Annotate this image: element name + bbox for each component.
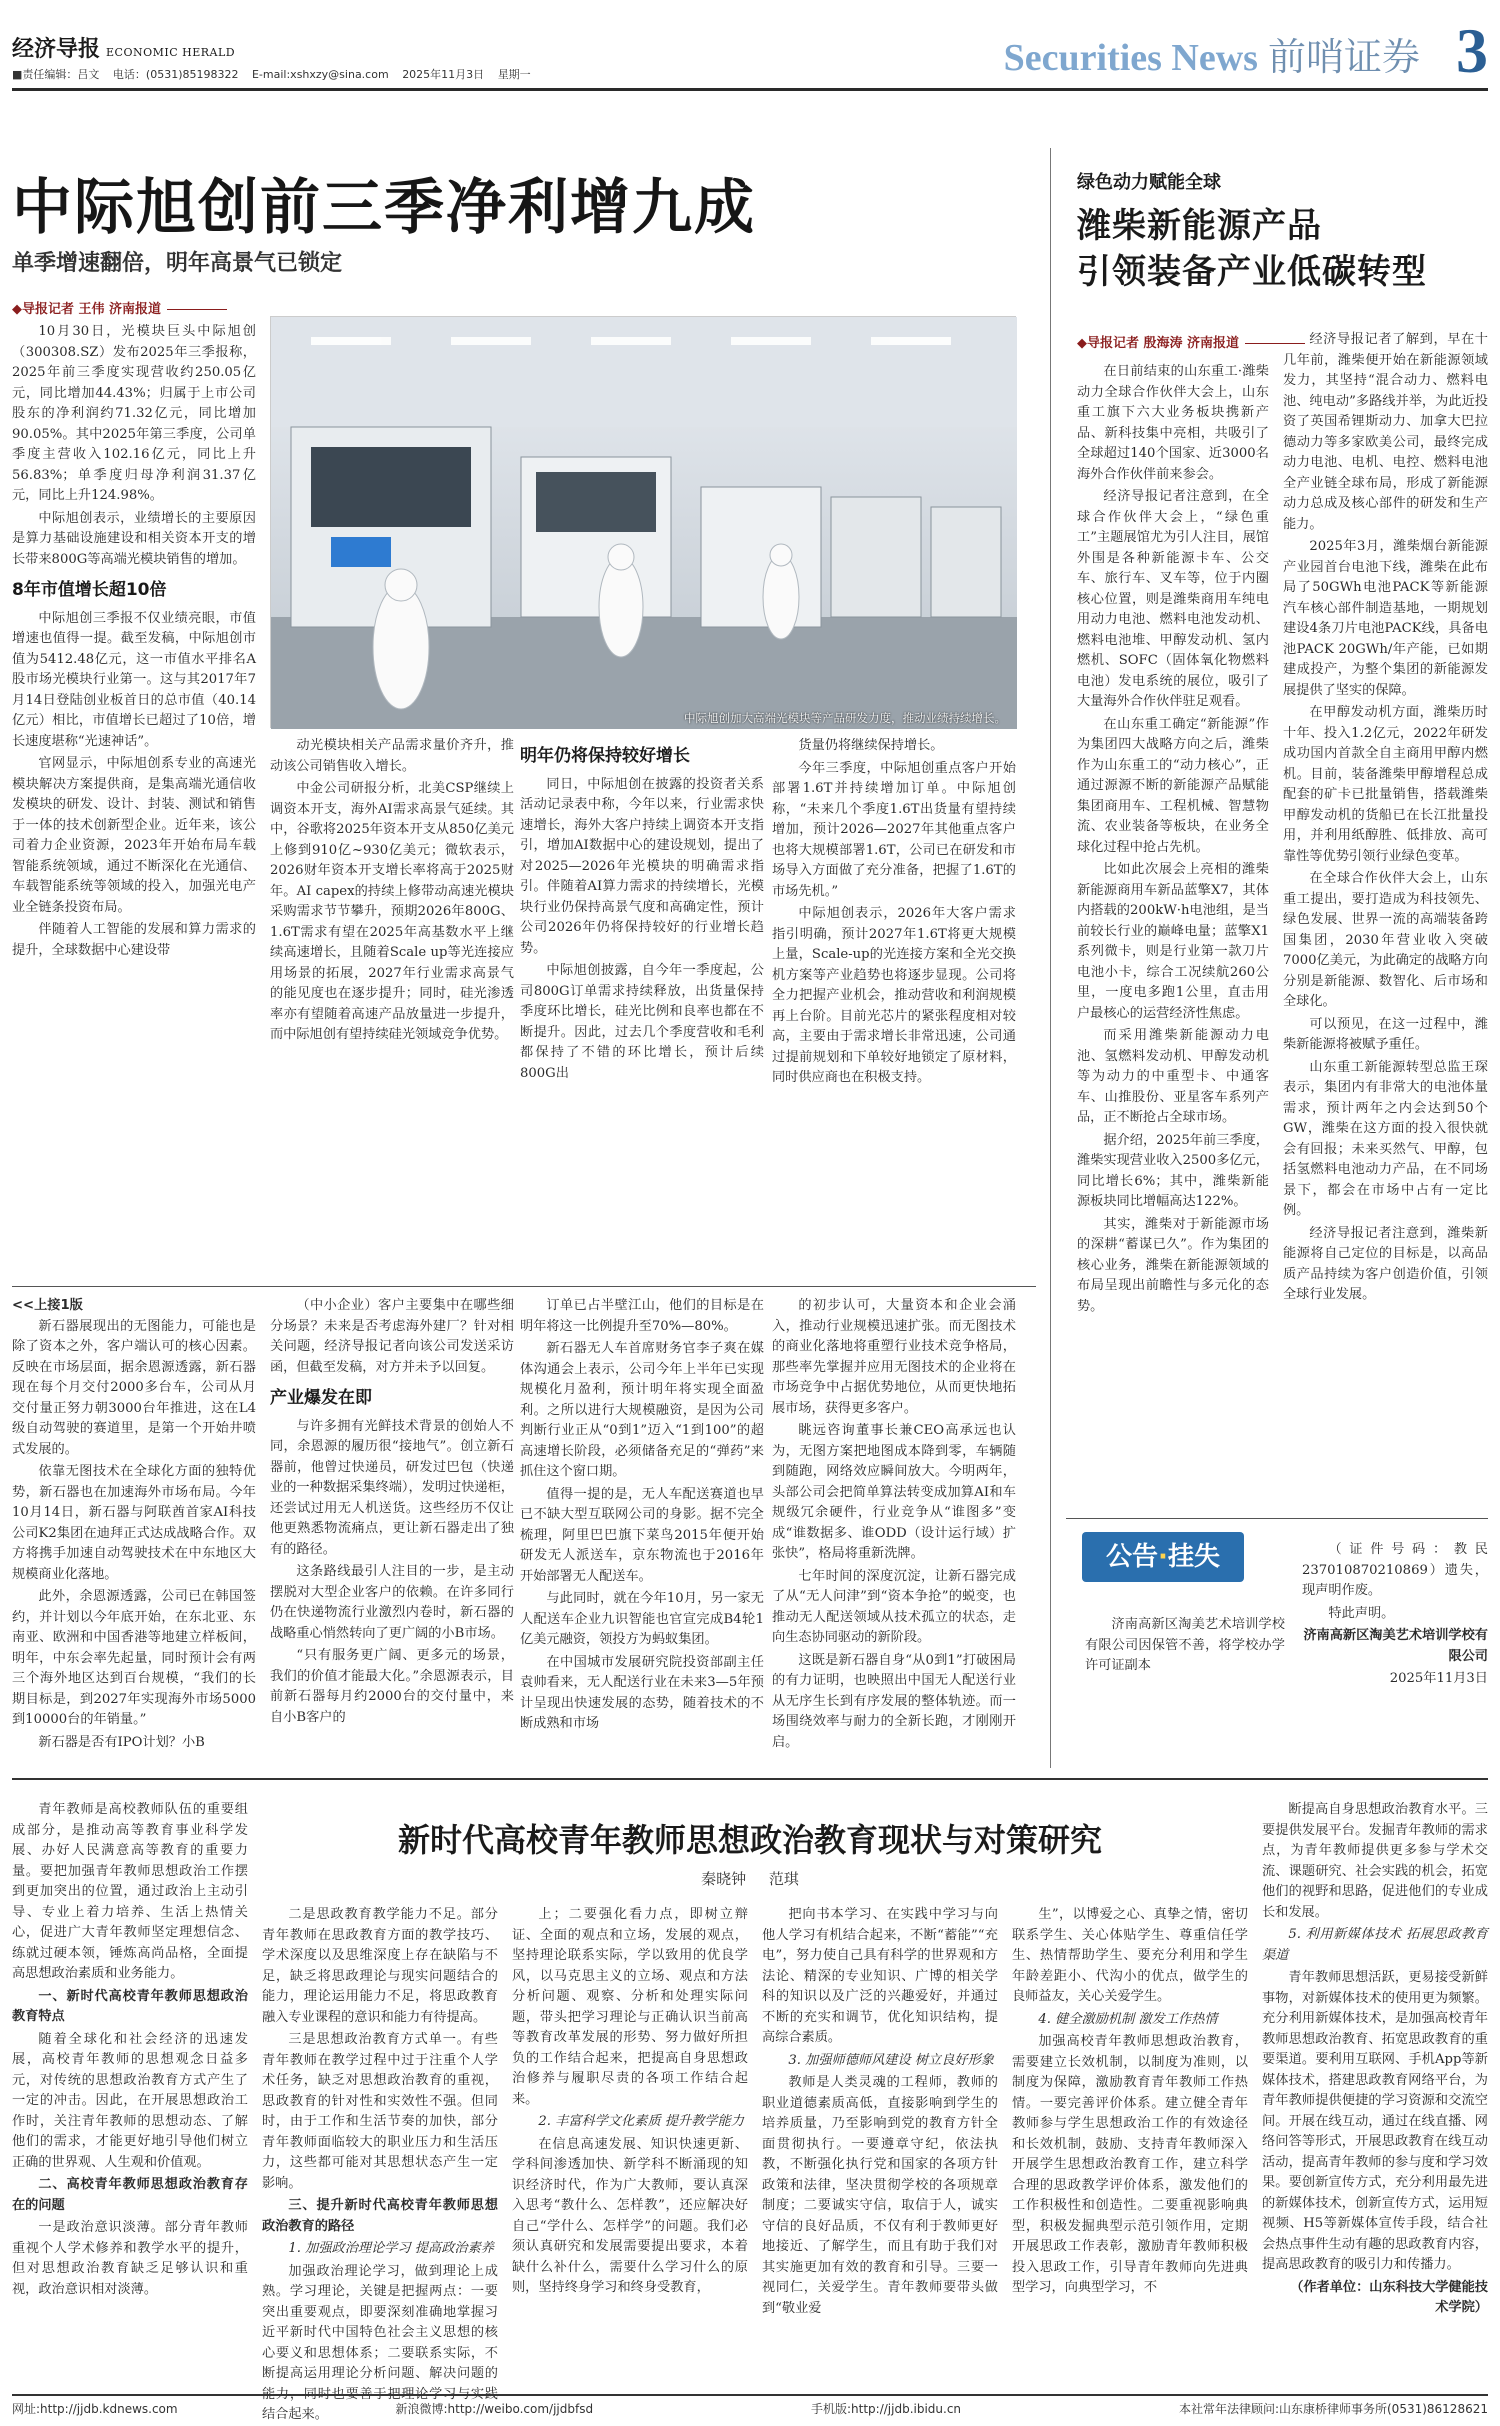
subsection-heading: 1. 加强政治理论学习 提高政治素养 <box>288 2241 494 2256</box>
right-column-2 <box>1283 330 1488 1512</box>
right-headline-1: 潍柴新能源产品 <box>1077 206 1322 246</box>
footer-legal: 本社常年法律顾问:山东康桥律师事务所(0531)86128621 <box>1178 2402 1488 2416</box>
paragraph: “只有服务更广阔、更多元的场景，我们的价值才能最大化。”余恩源表示，目前新石器每月约2000台的交付量中，来自小B客户的 <box>270 1648 514 1725</box>
lead-column-4 <box>772 736 1016 1276</box>
jump-label[interactable]: <<上接1版 <box>12 1298 83 1313</box>
paragraph: 官网显示，中际旭创系专业的高速光模块解决方案提供商，是集高端光通信收发模块的研发、设计、封装、测试和销售于一体的技术创新型企业。近年来，该公司着力企业资源，2023年开始布局车载智能系统领域，通过不断深化在光通信、车载智能系统等领域的投入，加强光电产业全链条投资布局。 <box>12 756 256 915</box>
footer-mobile[interactable]: 手机版:http://jjdb.ibidu.cn <box>810 2402 962 2416</box>
masthead-rule <box>12 88 1488 91</box>
paragraph: 今年三季度，中际旭创重点客户开始部署1.6T并持续增加订单。中际旭创称，“未来几个季度1.6T出货量有望持续增加，预计2026—2027年其他重点客户也将大规模部署1.6T，公司已在研发和市场导入方面做了充分准备，把握了1.6T的市场先机。” <box>772 760 1016 899</box>
notice-rule <box>1066 1518 1488 1519</box>
notice-label: 公告·挂失 <box>1082 1532 1244 1582</box>
section-rule <box>12 1286 1036 1287</box>
section-name: Securities News 前哨证券 <box>1003 35 1420 79</box>
lead-byline: ◆导报记者 王伟 济南报道 <box>12 298 227 317</box>
continued-column-4 <box>772 1296 1016 1766</box>
paragraph: 此外，余恩源透露，公司已在韩国签约，并计划以今年底开始，在东北亚、东南亚、欧洲和中国香港等地建立样板间，明年，中东会率先起量，同时预计会有两三个海外地区达到百台规模，“我们的长期目标是，到2027年实现海外市场5000到10000台的年销量。” <box>12 1589 256 1727</box>
article2-column-3 <box>512 1905 748 2385</box>
paragraph: 青年教师是高校教师队伍的重要组成部分，是推动高等教育事业科学发展、办好人民满意高等教育的重要力量。要把加强青年教师思想政治工作摆到更加突出的位置，通过政治上主动引导、专业上着力培养、生活上热情关心，促进广大青年教师坚定理想信念、练就过硬本领，锤炼高尚品格，全面提高思想政治素质和业务能力。 <box>12 1802 248 1981</box>
paragraph: 在甲醇发动机方面，潍柴历时十年、投入1.2亿元，2022年研发成功国内首款全自主商用甲醇内燃机。目前，装备潍柴甲醇增程总成配套的矿卡已批量销售，搭载潍柴甲醇发动机的货船已在长江批量投用，并利用纸醇胜、低排放、高可靠性等优势引领行业绿色变革。 <box>1283 705 1488 864</box>
section-heading: 二、高校青年教师思想政治教育存在的问题 <box>12 2177 248 2213</box>
paragraph: 依靠无图技术在全球化方面的独特优势，新石器也在加速海外市场布局。今年10月14日，新石器与阿联酋首家AI科技公司K2集团在迪拜正式达成战略合作。双方将携手加速自动驾驶技术在中东地区大规模商业化落地。 <box>12 1464 256 1582</box>
right-kicker: 绿色动力赋能全球 <box>1077 172 1221 193</box>
paragraph: 断提高自身思想政治教育水平。三要提供发展平台。发掘青年教师的需求点，为青年教师提供更多参与学术交流、课题研究、社会实践的机会，拓宽他们的视野和思路，促进他们的专业成长和发展。 <box>1262 1802 1488 1920</box>
paragraph: 经济导报记者注意到，潍柴新能源将自己定位的目标是，以高品质产品持续为客户创造价值，引领全球行业发展。 <box>1283 1225 1488 1302</box>
subsection-heading: 5. 利用新媒体技术 拓展思政教育渠道 <box>1262 1927 1488 1963</box>
notice-text-left: 济南高新区淘美艺术培训学校有限公司因保管不善，将学校办学许可证副本 <box>1085 1617 1285 1673</box>
paragraph: 新石器展现出的无图能力，可能也是除了资本之外，客户端认可的核心因素。反映在市场层面，据余恩源透露，新石器现在每个月交付2000多台车，公司从月交付量正努力朝3000台年推进，这在L4级自动驾驶的赛道里，是第一个开始井喷式发展的。 <box>12 1318 256 1457</box>
masthead-info: ■责任编辑：吕文 电话：(0531)85198322 E-mail:xshxzy@sina.com 2025年11月3日 星期一 <box>12 68 531 81</box>
notice-text-right: （证件号码：教民237010870210869）遗失，现声明作废。 特此声明。 济南高新区淘美艺术培训学校有限公司 2025年11月3日 <box>1302 1542 1488 1686</box>
paragraph: 中金公司研报分析，北美CSP继续上调资本开支，海外AI需求高景气延续。其中，谷歌将2025年资本开支从850亿美元上修到910亿~930亿美元；微软表示，2026财年资本开支增长率将高于2025财年。AI capex的持续上修带动高速光模块采购需求节节攀升，预期2026年800G、1.6T需求有望在2025年高基数水平上继续高速增长，且随着Scale up等光连接应用场景的拓展，2027年行业需求高景气的能见度也在逐步提升；同时，硅光渗透率亦有望随着高速产品放量进一步提升，而中际旭创有望持续硅光领域竞争优势。 <box>270 781 514 1042</box>
footer-weibo[interactable]: 新浪微博:http://weibo.com/jjdbfsd <box>395 2402 594 2416</box>
subsection-heading: 2. 丰富科学文化素质 提升教学能力 <box>538 2114 744 2129</box>
paragraph: （作者单位：山东科技大学健能技术学院） <box>1290 2279 1488 2315</box>
paragraph: 眺远咨询董事长兼CEO高承远也认为，无图方案把地图成本降到零，车辆随到随跑，网络效应瞬间放大。今明两年，头部公司会把简单算法转变成加算AI和车规级冗余硬件，行业竞争从“谁图多”变成“谁数据多、谁ODD（设计运行域）扩张快”，格局将重新洗牌。 <box>772 1423 1016 1561</box>
paragraph: 在中国城市发展研究院投资部副主任袁帅看来，无人配送行业在未来3—5年预计呈现出快速发展的态势，随着技术的不断成熟和市场 <box>520 1654 764 1731</box>
paragraph: 在信息高速发展、知识快速更新、学科间渗透加快、新学科不断涌现的知识经济时代，作为广大教师，要认真深入思考“教什么、怎样教”，还应解决好自己“学什么、怎样学”的问题。我们必须认真研究和发展需要提出要求，本着缺什么补什么，需要什么学习什么的原则，坚持终身学习和终身受教育， <box>512 2136 748 2295</box>
lower-section-rule <box>12 1778 1488 1780</box>
paragraph: 加强政治理论学习，做到理论上成熟。学习理论，关键是把握两点：一要突出重要观点，即要深刻准确地掌握习近平新时代中国特色社会主义思想的核心要义和思想体系；二要联系实际，不断提高运用理论分析问题、解决问题的能力，同时也要善于把理论学习与实践结合起来。 <box>262 2263 498 2422</box>
page-footer <box>12 2394 1488 2416</box>
paragraph: （中小企业）客户主要集中在哪些细分场景？未来是否考虑海外建厂？针对相关问题，经济导报记者向该公司发送采访函，但截至发稿，对方并未予以回复。 <box>270 1298 514 1375</box>
article2-column-6 <box>1262 1800 1488 2385</box>
article2-authors: 秦晓钟 范琪 <box>701 1870 799 1888</box>
paragraph: 2025年3月，潍柴烟台新能源产业园首台电池下线，潍柴在此布局了50GWh电池PACK等新能源汽车核心部件制造基地，一期规划建设4条刀片电池PACK线，具备电池PACK 20GWh/年产能，已如期建成投产，为整个集团的新能源发展提供了坚实的保障。 <box>1283 539 1488 698</box>
right-byline: ◆导报记者 殷海涛 济南报道 <box>1077 332 1305 351</box>
right-column-1 <box>1077 362 1269 1512</box>
article2-column-1 <box>12 1800 248 2385</box>
paragraph: 中际旭创表示，2026年大客户需求指引明确，预计2027年1.6T将更大规模上量，Scale-up的光连接方案和全光交换机方案等产业趋势也将逐步显现。公司将全力把握产业机会，推动营收和利润规模再上台阶。目前光芯片的紧张程度相对较高，主要由于需求增长非常迅速，公司通过提前规划和下单较好地锁定了原材料，同时供应商也在积极支持。 <box>772 906 1016 1085</box>
paragraph: 青年教师思想活跃，更易接受新鲜事物，对新媒体技术的使用更为频繁。充分利用新媒体技术，是加强高校青年教师思想政治教育、拓宽思政教育的重要渠道。要利用互联网、手机App等新媒体技术，搭建思政教育网络平台，为青年教师提供便捷的学习资源和交流空间。开展在线互动，通过在线直播、网络问答等形式，开展思政教育在线互动活动，提高青年教师的参与度和学习效果。要创新宣传方式，充分利用最先进的新媒体技术，创新宣传方式，运用短视频、H5等新媒体宣传手段，结合社会热点事件生动有趣的思政教育内容，提高思政教育的吸引力和传播力。 <box>1262 1970 1488 2272</box>
paragraph: 在山东重工确定“新能源”作为集团四大战略方向之后，潍柴作为山东重工的“动力核心”，正通过源源不断的新能源产品赋能集团商用车、工程机械、智慧物流、农业装备等板块，在业务全球化过程中抢占先机。 <box>1077 716 1269 855</box>
paragraph: 二是思政教育教学能力不足。部分青年教师在思政教育方面的教学技巧、学术深度以及思维深度上存在缺陷与不足，缺乏将思政理论与现实问题结合的能力，理论运用能力不足，将思政教育融入专业课程的意识和能力有待提高。 <box>262 1907 498 2025</box>
section-subtitle: 产业爆发在即 <box>270 1388 372 1408</box>
lead-column-2 <box>270 736 514 1276</box>
section-heading: 一、新时代高校青年教师思想政治教育特点 <box>12 1988 248 2024</box>
paragraph: 山东重工新能源转型总监王琛表示，集团内有非常大的电池体量需求，预计两年之内会达到50个GW，潍柴在这方面的投入很快就会有回报；未来买然气、甲醇，包括氢燃料电池动力产品，在不同场景下，都会在市场中占有一定比例。 <box>1283 1059 1488 1218</box>
paragraph: 与许多拥有光鲜技术背景的创始人不同，余恩源的履历很“接地气”。创立新石器前，他曾过快递员，研发过巴包（快递业的一种数据采集终端），发明过快递柜，还尝试过用无人机送货。这些经历不仅让他更熟悉物流痛点，更让新石器走出了独有的路径。 <box>270 1418 514 1557</box>
paragraph: 中际旭创披露，自今年一季度起，公司800G订单需求持续释放，出货量保持季度环比增长，硅光比例和良率也都在不断提升。因此，过去几个季度营收和毛利都保持了不错的环比增长，预计后续800G出 <box>520 963 764 1081</box>
paragraph: 动光模块相关产品需求量价齐升，推动该公司销售收入增长。 <box>270 738 514 774</box>
lead-column-1 <box>12 322 256 1272</box>
section-heading: 三、提升新时代高校青年教师思想政治教育的路径 <box>262 2198 498 2234</box>
paragraph: 把向书本学习、在实践中学习与向他人学习有机结合起来，不断“蓄能”“充电”，努力使自己具有科学的世界观和方法论、精深的专业知识、广博的相关学科的知识以及广泛的兴趣爱好，并通过不断的充实和调节，优化知识结构，提高综合素质。 <box>762 1907 998 2045</box>
photo-caption: 中际旭创加大高端光模块等产品研发力度，推动业绩持续增长。 <box>684 711 1006 725</box>
paragraph: 随着全球化和社会经济的迅速发展，高校青年教师的思想观念日益多元，对传统的思想政治教育方式产生了一定的冲击。因此，在开展思想政治工作时，关注青年教师的思想动态、了解他们的需求，才能更好地引导他们树立正确的世界观、人生观和价值观。 <box>12 2031 248 2170</box>
lead-headline: 中际旭创前三季净利增九成 <box>12 173 756 243</box>
article2-title: 新时代高校青年教师思想政治教育现状与对策研究 <box>397 1821 1102 1859</box>
paragraph: 的初步认可，大量资本和企业会涌入，推动行业规模迅速扩张。而无图技术的商业化落地将重塑行业技术竞争格局，那些率先掌握并应用无图技术的企业将在市场竞争中占据优势地位，从而更快地拓展市场，获得更多客户。 <box>772 1298 1016 1416</box>
subsection-heading: 4. 健全激励机制 激发工作热情 <box>1038 2011 1218 2027</box>
continued-column-3 <box>520 1296 764 1766</box>
paragraph: 中际旭创三季报不仅业绩亮眼，市值增速也值得一提。截至发稿，中际旭创市值为5412.48亿元，这一市值水平排名A股市场光模块行业第一。这与其2017年7月14日登陆创业板首日的总市值（40.14亿元）相比，市值增长已超过了10倍，增长速度堪称“光速神话”。 <box>12 610 256 749</box>
paragraph: 同日，中际旭创在披露的投资者关系活动记录表中称，今年以来，行业需求快速增长，海外大客户持续上调资本开支指引，增加AI数据中心的建设规划，提出了对2025—2026年光模块的明确需求指引。伴随着AI算力需求的持续增长，光模块行业仍保持高景气度和高确定性，预计公司2026年仍将保持较好的行业增长趋势。 <box>520 776 764 956</box>
newspaper-logo: 经济导报 ECONOMIC HERALD <box>12 36 236 62</box>
paragraph: 订单已占半壁江山，他们的目标是在明年将这一比例提升至70%—80%。 <box>520 1298 764 1334</box>
column-divider <box>1050 148 1051 1768</box>
paragraph: 一是政治意识淡薄。部分青年教师重视个人学术修养和教学水平的提升，但对思想政治教育缺乏足够认识和重视，政治意识相对淡薄。 <box>12 2220 248 2297</box>
paragraph: 经济导报记者注意到，在全球合作伙伴大会上，“绿色重工”主题展馆尤为引人注目，展馆外围是各种新能源卡车、公交车、旅行车、叉车等，位于内圈核心位置，则是潍柴商用车纯电用动力电池、燃料电池发动机、燃料电池堆、甲醇发动机、氢内燃机、SOFC（固体氧化物燃料电池）发电系统的展位，吸引了大量海外合作伙伴驻足观看。 <box>1077 489 1269 709</box>
paragraph: 加强高校青年教师思想政治教育，需要建立长效机制，以制度为准则，以制度为保障，激励教育青年教师工作热情。一要完善评价体系。建立健全青年教师参与学生思想政治工作的有效途径和长效机制，鼓励、支持青年教师深入开展学生思想政治教育工作，建立科学合理的思政教学评价体系，激发他们的工作积极性和创造性。二要重视影响典型，积极发掘典型示范引领作用，定期开展思政工作表彰，激励青年教师积极投入思政工作，引导青年教师向先进典型学习，向典型学习，不 <box>1012 2034 1248 2295</box>
paragraph: 而采用潍柴新能源动力电池、氢燃料发动机、甲醇发动机等为动力的中重型卡、中通客车、山推股份、亚星客车系列产品，正不断抢占全球市场。 <box>1077 1028 1269 1125</box>
paragraph: 比如此次展会上亮相的潍柴新能源商用车新品蓝擎X7，其体内搭载的200kW·h电池组，是当前较长行业的巅峰电量；蓝擎X1系列微卡，则是行业第一款刀片电池小卡，综合工况续航260公里，一度电多跑1公里，直击用户最核心的运营经济性焦虑。 <box>1077 862 1269 1021</box>
paragraph: 这条路线最引人注目的一步，是主动摆脱对大型企业客户的依赖。在许多同行仍在快递物流行业激烈内卷时，新石器的战略重心悄然转向了更广阔的小B市场。 <box>270 1564 514 1641</box>
paragraph: 经济导报记者了解到，早在十几年前，潍柴便开始在新能源领域发力，其坚持“混合动力、燃料电池、纯电动”多路线并举，为此近投资了英国希锂斯动力、加拿大巴拉德动力等多家欧美公司，最终完成动力电池、电机、电控、燃料电池全产业链全球布局，形成了新能源动力总成及核心部件的研发和生产能力。 <box>1283 332 1488 532</box>
paragraph: 这既是新石器自身“从0到1”打破困局的有力证明，也映照出中国无人配送行业从无序生长到有序发展的整体轨迹。而一场围绕效率与耐力的全新长跑，才刚刚开启。 <box>772 1652 1016 1750</box>
continued-column-1 <box>12 1296 256 1766</box>
paragraph: 上；二要强化看力点，即树立辩证、全面的观点和立场，发展的观点，坚持理论联系实际，学以致用的优良学风，以马克思主义的立场、观点和方法分析问题、观察、分析和处理实际问题，带头把学习理论与正确认识当前高等教育改革发展的形势、努力做好所担负的工作结合起来，把提高自身思想政治修养与履职尽责的各项工作结合起来。 <box>512 1907 748 2107</box>
paragraph: 10月30日，光模块巨头中际旭创（300308.SZ）发布2025年三季报称，2025年前三季度实现营收约250.05亿元，同比增加44.43%；归属于上市公司股东的净利润约71.32亿元，同比增加90.05%。其中2025年第三季度，公司单季度主营收入102.16亿元，同比上升56.83%；单季度归母净利润31.37亿元，同比上升124.98%。 <box>12 324 256 503</box>
subsection-heading: 3. 加强师德师风建设 树立良好形象 <box>788 2052 994 2068</box>
lead-subhead: 单季增速翻倍，明年高景气已锁定 <box>12 251 343 276</box>
paragraph: 教师是人类灵魂的工程师，教师的职业道德素质高低，直接影响到学生的培养质量，乃至影响到党的教育方针全面贯彻执行。一要遵章守纪，依法执教，不断强化执行党和国家的各项方针政策和法律，坚决贯彻学校的各项规章制度；二要诚实守信，取信于人，诚实守信的良好品质，不仅有利于教师更好地接近、了解学生，而且有助于我们对其实施更加有效的教育和引导。三要一视同仁，关爱学生。青年教师要带头做到“敬业爱 <box>762 2075 998 2316</box>
paragraph: 在日前结束的山东重工·潍柴动力全球合作伙伴大会上，山东重工旗下六大业务板块携新产品、新科技集中亮相，共吸引了全球超过140个国家、近3000名海外合作伙伴前来参会。 <box>1077 364 1269 482</box>
paragraph: 其实，潍柴对于新能源市场的深耕“蓄谋已久”。作为集团的核心业务，潍柴在新能源领域的布局呈现出前瞻性与多元化的态势。 <box>1077 1216 1269 1314</box>
paragraph: 与此同时，就在今年10月，另一家无人配送车企业九识智能也官宣完成B4轮1亿美元融资，领投方为蚂蚁集团。 <box>520 1591 764 1647</box>
lead-column-3 <box>520 736 764 1276</box>
paragraph: 伴随着人工智能的发展和算力需求的提升，全球数据中心建设带 <box>12 922 256 958</box>
right-headline-2: 引领装备产业低碳转型 <box>1077 252 1427 292</box>
continued-column-2 <box>270 1296 514 1766</box>
section-subtitle: 明年仍将保持较好增长 <box>520 746 690 766</box>
article2-column-5 <box>1012 1905 1248 2385</box>
paragraph: 值得一提的是，无人车配送赛道也早已不缺大型互联网公司的身影。据不完全梳理，阿里巴巴旗下菜鸟2015年便开始研发无人派送车，京东物流也于2016年开始部署无人配送车。 <box>520 1486 764 1584</box>
paragraph: 新石器无人车首席财务官李子爽在媒体沟通会上表示，公司今年上半年已实现规模化月盈利，预计明年将实现全面盈利。之所以进行大规模融资，是因为公司判断行业正从“0到1”迈入“1到100”的超高速增长阶段，必须储备充足的“弹药”来抓住这个窗口期。 <box>520 1341 764 1479</box>
paragraph: 生”，以博爱之心、真挚之情，密切联系学生、关心体贴学生、尊重信任学生、热情帮助学生、要充分利用和学生年龄差距小、代沟小的优点，做学生的良师益友，关心关爱学生。 <box>1012 1907 1248 2004</box>
masthead <box>12 15 1488 86</box>
section-subtitle: 8年市值增长超10倍 <box>12 580 167 600</box>
paragraph: 中际旭创表示，业绩增长的主要原因是算力基础设施建设和相关资本开支的增长带来800G等高端光模块销售的增加。 <box>12 510 256 567</box>
paragraph: 可以预见，在这一过程中，潍柴新能源将被赋予重任。 <box>1283 1016 1488 1052</box>
paragraph: 三是思想政治教育方式单一。有些青年教师在教学过程中过于注重个人学术任务，缺乏对思想政治教育的重视，思政教育的针对性和实效性不强。但同时，由于工作和生活节奏的加快，部分青年教师面临较大的职业压力和生活压力，这些都可能对其思想状态产生一定影响。 <box>262 2032 498 2191</box>
page-number: 3 <box>1456 15 1488 86</box>
footer-web[interactable]: 网址:http://jjdb.kdnews.com <box>12 2402 178 2416</box>
paragraph: 货量仍将继续保持增长。 <box>798 738 944 753</box>
factory-photo <box>270 316 1016 728</box>
clean-room-image <box>271 317 1017 729</box>
paragraph: 在全球合作伙伴大会上，山东重工提出，要打造成为科技领先、绿色发展、世界一流的高端装备跨国集团，2030年营业收入突破7000亿美元，为此确定的战略方向分别是新能源、数智化、后市场和全球化。 <box>1283 871 1488 1009</box>
paragraph: 七年时间的深度沉淀，让新石器完成了从“无人问津”到“资本争抢”的蜕变，也推动无人配送领域从技术孤立的状态，走向生态协同驱动的新阶段。 <box>772 1568 1016 1645</box>
article2-column-4 <box>762 1905 998 2385</box>
paragraph: 新石器是否有IPO计划？小B <box>38 1734 205 1750</box>
paragraph: 据介绍，2025年前三季度，潍柴实现营业收入2500多亿元，同比增长6%；其中，潍柴新能源板块同比增幅高达122%。 <box>1077 1132 1269 1209</box>
